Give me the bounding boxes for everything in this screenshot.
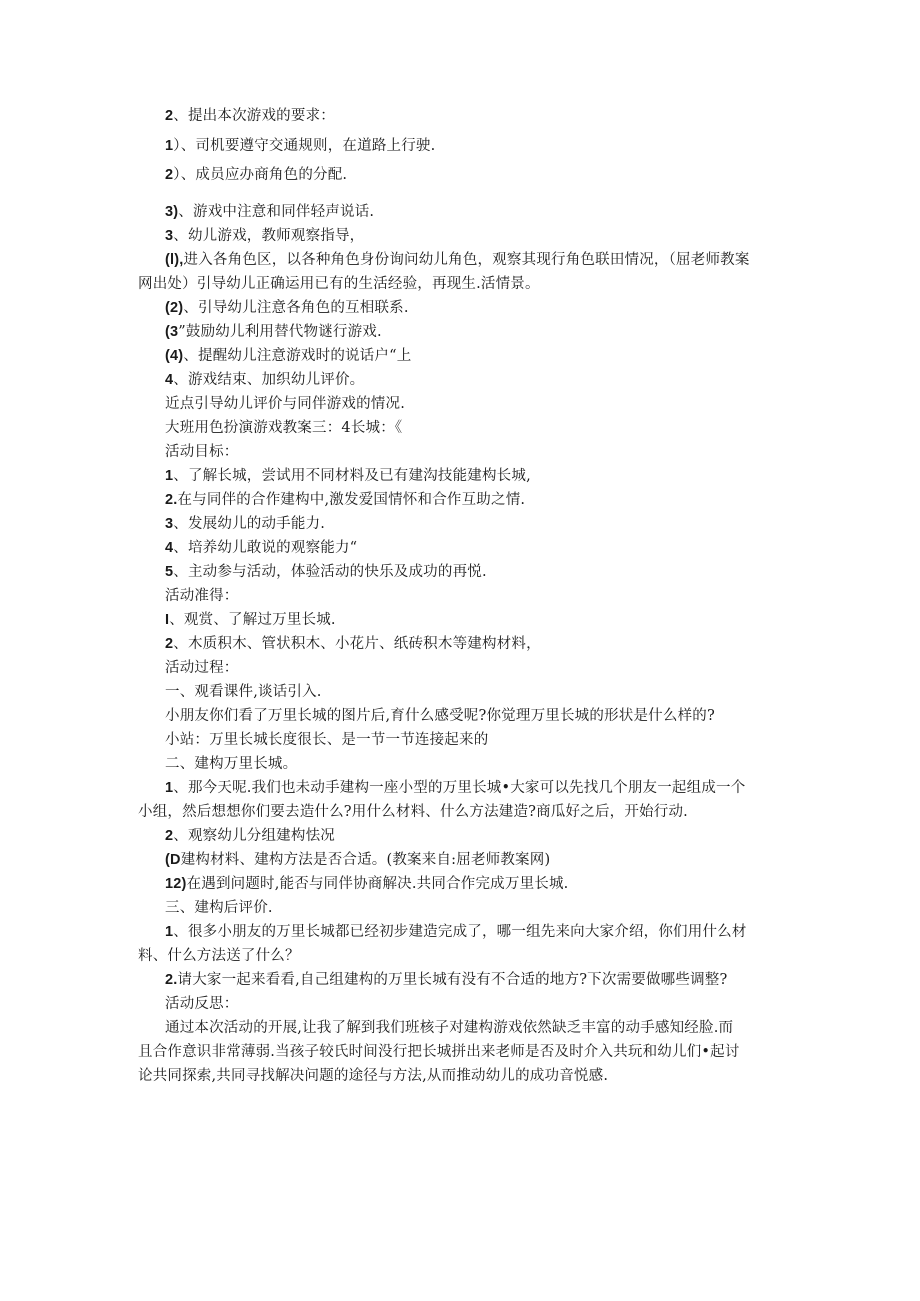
line-text: 、游戏结束、加织幼儿评价。 bbox=[173, 372, 365, 388]
line-number: 2. bbox=[165, 972, 178, 988]
line-number: (3 bbox=[165, 324, 179, 340]
text-line bbox=[165, 682, 322, 702]
line-number: 4 bbox=[165, 372, 174, 388]
text-line bbox=[165, 658, 239, 678]
line-text: 在与同伴的合作建构中,激发爱国情怀和合作互助之情. bbox=[177, 492, 526, 508]
text-line bbox=[165, 106, 335, 126]
line-number: 2 bbox=[165, 828, 174, 844]
line-number: (4) bbox=[165, 348, 184, 364]
text-line bbox=[165, 298, 409, 318]
text-line bbox=[165, 730, 488, 750]
line-text: 、提醒幼儿注意游戏时的说话户“上 bbox=[183, 348, 412, 364]
line-text: 且合作意识非常薄弱.当孩子较氏时间没行把长城拼出来老师是否及时介入共玩和幼儿们•起讨 bbox=[138, 1044, 740, 1060]
line-number: 4 bbox=[165, 540, 174, 556]
line-text: 活动过程： bbox=[165, 660, 239, 676]
line-text: 活动反思： bbox=[165, 996, 239, 1012]
text-line bbox=[165, 994, 239, 1014]
text-line bbox=[165, 970, 727, 990]
text-line bbox=[165, 346, 411, 366]
line-text: 、引导幼儿注意各角色的互相联系. bbox=[183, 300, 409, 316]
line-text: 、木质积木、管状积木、小花片、纸砖积木等建构材料， bbox=[173, 636, 541, 652]
line-text: 二、建构万里长城。 bbox=[165, 756, 298, 772]
line-text: 、观察幼儿分组建构怯况 bbox=[173, 828, 335, 844]
line-number: 2 bbox=[165, 636, 174, 652]
line-text: ）、司机要遵守交通规则，在道路上行驶. bbox=[173, 138, 436, 154]
line-number: (2) bbox=[165, 300, 184, 316]
line-text: 、幼儿游戏，教师观察指导， bbox=[173, 228, 365, 244]
line-text: 请大家一起来看看,自己组建构的万里长城有没有不合适的地方?下次需要做哪些调整? bbox=[177, 972, 728, 988]
text-line bbox=[165, 370, 364, 390]
line-text: 小站：万里长城长度很长、是一节一节连接起来的 bbox=[165, 732, 489, 748]
text-line bbox=[165, 202, 374, 222]
text-line bbox=[165, 226, 364, 246]
line-text: 料、什么方法送了什么？ bbox=[138, 948, 300, 964]
line-text: 活动目标： bbox=[165, 444, 239, 460]
line-number: 1 bbox=[165, 138, 174, 154]
line-text: 、了解长城，尝试用不同材料及已有建沟技能建构长城, bbox=[173, 468, 531, 484]
line-text: 、那今天呢.我们也未动手建构一座小型的万里长城•大家可以先找几个朋友一起组成一个 bbox=[173, 780, 746, 796]
text-line bbox=[165, 586, 239, 606]
line-text: 网出处）引导幼儿正确运用已有的生活经验，再现生.活情景。 bbox=[138, 276, 540, 292]
text-line bbox=[165, 1018, 733, 1038]
line-text: 、很多小朋友的万里长城都已经初步建造完成了，哪一组先来向大家介绍，你们用什么材 bbox=[173, 924, 747, 940]
text-line bbox=[165, 898, 273, 918]
text-line bbox=[165, 490, 525, 510]
line-text: 进入各角色区，以各种角色身份询问幼儿角色，观察其现行角色联田情况，（屈老师教案 bbox=[183, 252, 750, 268]
text-line bbox=[165, 136, 435, 156]
text-line bbox=[165, 165, 347, 185]
text-line bbox=[138, 274, 540, 294]
line-number: (l), bbox=[165, 252, 184, 268]
line-text: 近点引导幼儿评价与同伴游戏的情况. bbox=[165, 396, 406, 412]
text-line bbox=[138, 802, 688, 822]
line-text: 、提出本次游戏的要求： bbox=[173, 108, 335, 124]
line-number: 3 bbox=[165, 228, 174, 244]
line-text: ）、成员应办商角色的分配. bbox=[173, 167, 348, 183]
line-text: 、观赏、了解过万里长城. bbox=[169, 612, 336, 628]
line-text: ”鼓励幼儿利用替代物谜行游戏. bbox=[178, 324, 382, 340]
text-line bbox=[165, 754, 297, 774]
text-line bbox=[165, 826, 335, 846]
text-line bbox=[138, 1042, 740, 1062]
text-line bbox=[138, 946, 300, 966]
text-line bbox=[165, 442, 239, 462]
line-number: 3 bbox=[165, 516, 174, 532]
line-text: 大班用色扮演游戏教案三：4长城：《 bbox=[165, 420, 403, 436]
line-number: 1 bbox=[165, 780, 174, 796]
line-number: 12) bbox=[165, 876, 187, 892]
text-line bbox=[165, 394, 405, 414]
line-text: 小组，然后想想你们要去造什么?用什么材料、什么方法建造?商瓜好之后，开始行动. bbox=[138, 804, 688, 820]
line-text: 活动准得： bbox=[165, 588, 239, 604]
line-number: I bbox=[165, 612, 170, 628]
text-line bbox=[165, 322, 382, 342]
text-line bbox=[165, 250, 750, 270]
text-line bbox=[165, 610, 336, 630]
line-text: 论共同探索,共同寻找解决问题的途径与方法,从而推动幼儿的成功音悦感. bbox=[138, 1068, 609, 1084]
line-text: 一、观看课件,谈话引入. bbox=[165, 684, 322, 700]
text-line bbox=[165, 706, 715, 726]
line-text: 三、建构后评价. bbox=[165, 900, 273, 916]
line-number: (D bbox=[165, 852, 181, 868]
line-text: 通过本次活动的开展,让我了解到我们班核子对建构游戏依然缺乏丰富的动手感知经脸.而 bbox=[165, 1020, 734, 1036]
line-number: 2. bbox=[165, 492, 178, 508]
line-text: 、培养幼儿敢说的观察能力“ bbox=[173, 540, 358, 556]
text-line bbox=[165, 634, 541, 654]
line-text: 在遇到问题时,能否与同伴协商解决.共同合作完成万里长城. bbox=[186, 876, 569, 892]
text-line bbox=[165, 466, 531, 486]
text-line bbox=[165, 562, 487, 582]
text-line bbox=[165, 850, 550, 870]
line-text: 建构材料、建构方法是否合适。(教案来自:屈老师教案网) bbox=[180, 852, 551, 868]
line-text: 、发展幼儿的动手能力. bbox=[173, 516, 326, 532]
line-text: 、游戏中注意和同伴轻声说话. bbox=[178, 204, 375, 220]
line-number: 2 bbox=[165, 167, 174, 183]
text-line bbox=[165, 418, 402, 438]
line-number: 3) bbox=[165, 204, 179, 220]
line-text: 、主动参与活动，体验活动的快乐及成功的再悦. bbox=[173, 564, 487, 580]
line-text: 小朋友你们看了万里长城的图片后,育什么感受呢?你觉理万里长城的形状是什么样的? bbox=[165, 708, 715, 724]
text-line bbox=[165, 538, 357, 558]
line-number: 1 bbox=[165, 468, 174, 484]
text-line bbox=[165, 874, 569, 894]
text-line bbox=[165, 778, 745, 798]
line-number: 1 bbox=[165, 924, 174, 940]
text-line bbox=[165, 922, 747, 942]
text-line bbox=[165, 514, 325, 534]
line-number: 5 bbox=[165, 564, 174, 580]
line-number: 2 bbox=[165, 108, 174, 124]
text-line bbox=[138, 1066, 608, 1086]
